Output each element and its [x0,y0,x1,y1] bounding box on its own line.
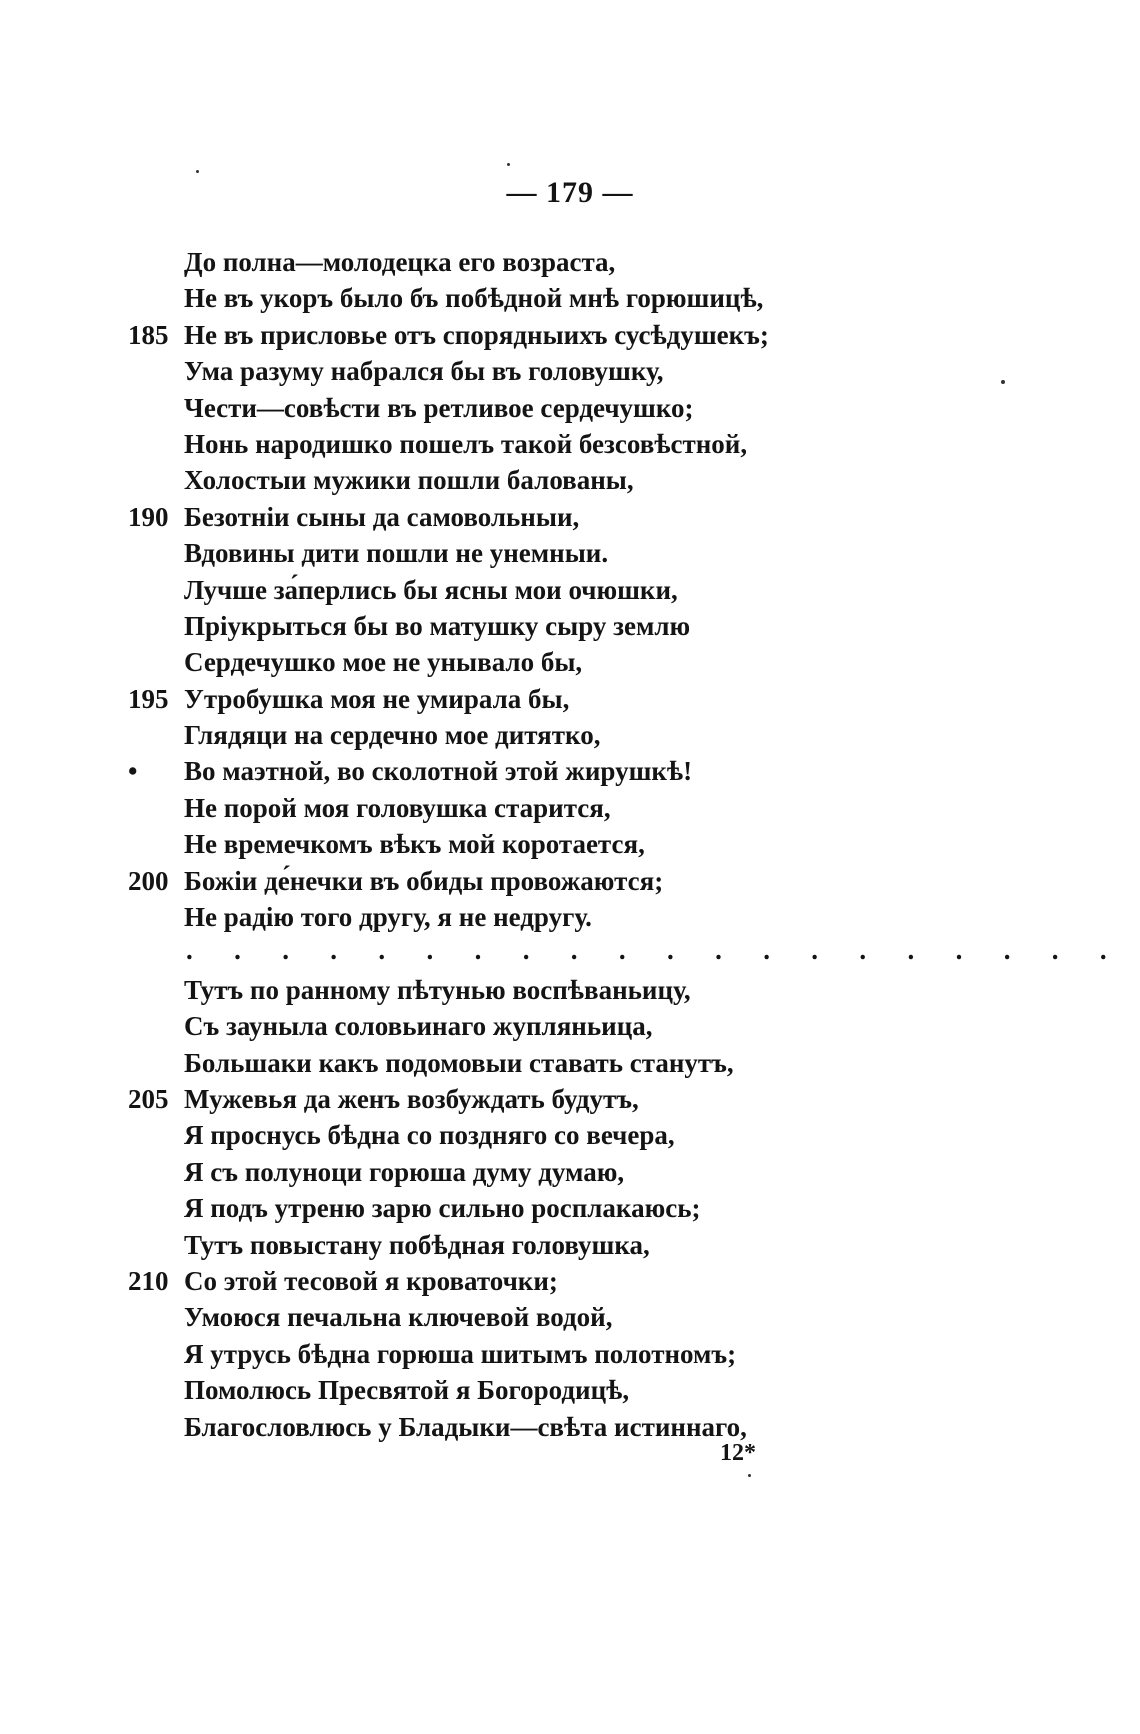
line-text: Вдовины дити пошли не унемныи. [184,538,609,569]
line-number: 205 [128,1083,169,1114]
line-number: 200 [128,865,169,896]
verse-line [0,1154,1140,1190]
line-text: Мужевья да женъ возбуждать будутъ, [184,1083,639,1114]
verse-line [0,717,1140,753]
signature-mark: 12* [720,1440,756,1466]
line-text: Помолюсь Пресвятой я Богородицѣ, [184,1375,630,1406]
line-text: Божіи де́нечки въ обиды провожаются; [184,865,664,896]
line-text: Я утрусь бѣдна горюша шитымъ полотномъ; [184,1338,737,1369]
verse-line [0,499,1140,535]
verse-line [0,1409,1140,1445]
speck-mark [1001,380,1005,384]
verse-line [0,1045,1140,1081]
line-number: 185 [128,319,169,350]
verse-line [0,1372,1140,1408]
line-number: 190 [128,501,169,532]
line-text: До полна—молодецка его возраста, [184,247,616,277]
speck-mark [196,170,199,173]
verse-line [0,1263,1140,1299]
verse-line [0,1299,1140,1335]
verse-line [0,1227,1140,1263]
verse-line [0,390,1140,426]
line-text: Лучше за́перлись бы ясны мои очюшки, [184,574,678,605]
line-text: Тутъ повыстану побѣдная головушка, [184,1229,650,1260]
line-text: Безотніи сыны да самовольныи, [184,501,580,532]
line-text: Большаки какъ подомовыи ставать станутъ, [184,1047,734,1078]
verse-line [0,1117,1140,1153]
line-text: Утробушка моя не умирала бы, [184,683,570,714]
verse-block-2 [0,972,1140,1445]
line-number: • [128,756,138,787]
verse-line [0,572,1140,608]
line-text: Я проснусь бѣдна со поздняго со вечера, [184,1120,675,1151]
verse-line [0,972,1140,1008]
line-text: Пріукрыться бы во матушку сыру землю [184,610,691,641]
verse-line [0,280,1140,316]
line-text: Не порой моя головушка старится, [184,792,611,823]
line-number: 210 [128,1265,169,1296]
line-text: Тутъ по ранному пѣтунью воспѣваньицу, [184,974,691,1005]
ellipsis-row [0,935,1140,971]
verse-line [0,426,1140,462]
verse-line [0,753,1140,789]
line-text: Холостыи мужики пошли балованы, [184,465,634,496]
speck-mark [748,1474,751,1477]
line-text: Не радію того другу, я не недругу. [184,902,592,933]
line-text: Во маэтной, во сколотной этой жирушкѣ! [184,756,693,787]
poem-text [0,244,1140,1445]
verse-line [0,1081,1140,1117]
verse-line [0,1008,1140,1044]
line-text: Нонь народишко пошелъ такой безсовѣстной, [184,428,748,459]
line-text: Со этой тесовой я кроваточки; [184,1265,558,1296]
verse-line [0,535,1140,571]
line-text: Ума разуму набрался бы въ головушку, [184,356,664,387]
line-text: Не въ присловье отъ спорядныихъ сусѣдушекъ; [184,319,769,350]
ellipsis-dots: . . . . . . . . . . . . . . . . . . . . [186,935,1124,966]
verse-line [0,681,1140,717]
line-text: Не времечкомъ вѣкъ мой коротается, [184,829,645,860]
verse-line [0,863,1140,899]
line-text: Благословлюсь у Бладыки—свѣта истиннаго, [184,1411,747,1442]
line-text: Умоюся печальна ключевой водой, [184,1302,613,1333]
line-text: Чести—совѣсти въ ретливое сердечушко; [184,392,694,423]
speck-mark [507,163,510,166]
verse-line [0,608,1140,644]
verse-line [0,1190,1140,1226]
page-number: — 179 — [506,176,634,209]
verse-line [0,244,1140,280]
line-text: Глядяци на сердечно мое дитятко, [184,720,601,751]
verse-line [0,644,1140,680]
verse-block-1 [0,244,1140,935]
line-text: Сердечушко мое не унывало бы, [184,647,583,678]
verse-line [0,1336,1140,1372]
line-text: Съ зауныла соловьинаго жупляньица, [184,1011,653,1042]
verse-line [0,317,1140,353]
verse-line [0,826,1140,862]
verse-line [0,462,1140,498]
line-text: Я подъ утреню зарю сильно росплакаюсь; [184,1193,701,1224]
verse-line [0,353,1140,389]
line-number: 195 [128,683,169,714]
line-text: Не въ укоръ было бъ побѣдной мнѣ горюшицѣ, [184,283,764,314]
line-text: Я съ полуноци горюша думу думаю, [184,1156,625,1187]
verse-line [0,899,1140,935]
verse-line [0,790,1140,826]
